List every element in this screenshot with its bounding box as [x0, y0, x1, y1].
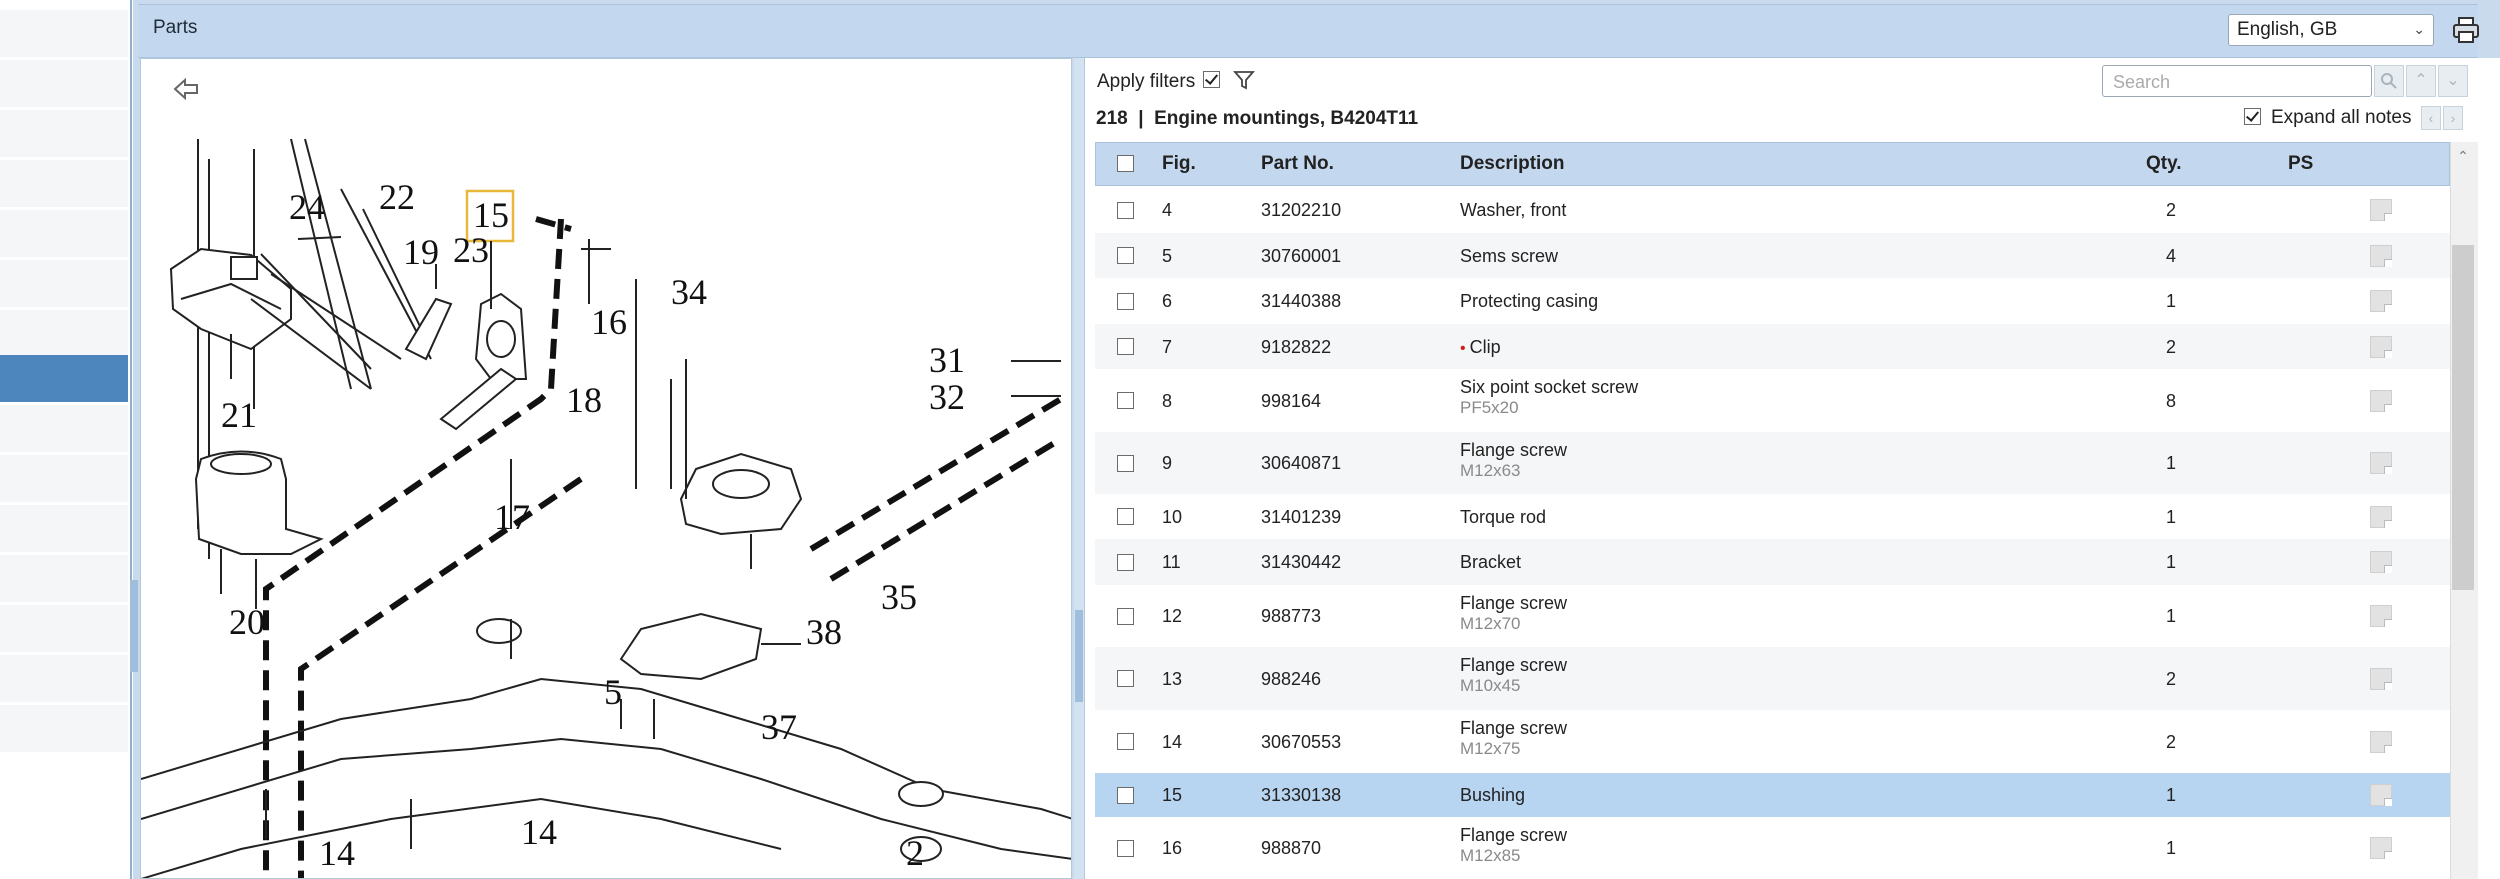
- note-icon[interactable]: [2370, 390, 2392, 412]
- qty-cell: 4: [2166, 246, 2177, 266]
- part-number-cell[interactable]: 31330138: [1261, 785, 1342, 805]
- callout-label[interactable]: 24: [289, 187, 325, 227]
- qty-cell: 8: [2166, 391, 2177, 411]
- chevron-down-icon[interactable]: ⌄: [2438, 65, 2468, 97]
- panel-title: Parts: [153, 17, 198, 38]
- note-icon[interactable]: [2370, 199, 2392, 221]
- note-icon[interactable]: [2370, 336, 2392, 358]
- fig-cell: 9: [1162, 453, 1173, 473]
- row-checkbox[interactable]: [1117, 293, 1134, 310]
- column-header-part-no[interactable]: Part No.: [1261, 153, 1334, 174]
- description-text: Six point socket screw: [1460, 377, 1639, 397]
- callout-label[interactable]: 22: [379, 177, 415, 217]
- part-number-cell[interactable]: 30760001: [1261, 246, 1342, 266]
- fig-cell: 8: [1162, 391, 1173, 411]
- note-icon[interactable]: [2370, 668, 2392, 690]
- scrollbar-thumb[interactable]: [2452, 245, 2474, 590]
- expand-notes-checkbox[interactable]: [2244, 108, 2261, 125]
- part-number-cell[interactable]: 30670553: [1261, 732, 1342, 752]
- nav-item[interactable]: [0, 555, 128, 604]
- back-arrow-icon[interactable]: [175, 80, 197, 98]
- part-number-cell[interactable]: 31401239: [1261, 507, 1342, 527]
- print-icon: [2450, 14, 2482, 46]
- nav-item[interactable]: [0, 655, 128, 704]
- pane-splitter-handle[interactable]: [1075, 610, 1083, 702]
- qty-cell: 2: [2166, 669, 2177, 689]
- description-cell: [1460, 552, 1521, 573]
- description-text: Sems screw: [1460, 246, 1559, 266]
- part-number-cell[interactable]: 30640871: [1261, 453, 1342, 473]
- nav-item[interactable]: [0, 605, 128, 654]
- expand-notes-label: Expand all notes: [2271, 107, 2412, 128]
- description-cell: [1460, 337, 1501, 358]
- nav-item-active[interactable]: [0, 355, 128, 404]
- description-cell: [1460, 718, 1567, 739]
- column-header-qty[interactable]: Qty.: [2146, 153, 2182, 174]
- description-detail: M12x63: [1460, 461, 1521, 480]
- nav-item[interactable]: [0, 260, 128, 309]
- row-checkbox[interactable]: [1117, 840, 1134, 857]
- column-header-ps[interactable]: PS: [2288, 153, 2314, 174]
- part-number-cell[interactable]: 988870: [1261, 838, 1322, 858]
- description-cell: [1460, 507, 1546, 528]
- description-text: Flange screw: [1460, 440, 1568, 460]
- description-text: Protecting casing: [1460, 291, 1599, 311]
- fig-cell: 7: [1162, 337, 1173, 357]
- description-cell: [1460, 655, 1567, 676]
- select-all-checkbox[interactable]: [1117, 155, 1134, 172]
- fig-cell: 13: [1162, 669, 1183, 689]
- callout-label[interactable]: 18: [566, 380, 602, 420]
- chevron-up-icon[interactable]: ⌃: [2406, 65, 2436, 97]
- left-nav: [0, 0, 130, 879]
- row-checkbox[interactable]: [1117, 392, 1134, 409]
- description-cell: [1460, 593, 1567, 614]
- part-number-cell[interactable]: 998164: [1261, 391, 1322, 411]
- column-header-description[interactable]: Description: [1460, 153, 1565, 174]
- description-text: Washer, front: [1460, 200, 1567, 220]
- part-number-cell[interactable]: 31440388: [1261, 291, 1342, 311]
- note-icon[interactable]: [2370, 551, 2392, 573]
- search-icon: [2380, 72, 2398, 90]
- qty-cell: 1: [2166, 552, 2177, 572]
- pane-splitter[interactable]: [1074, 58, 1084, 879]
- panel-header: [138, 4, 2478, 58]
- callout-label[interactable]: 35: [881, 577, 917, 617]
- parts-diagram[interactable]: [141, 59, 1072, 879]
- callout-label[interactable]: 32: [929, 377, 965, 417]
- row-checkbox[interactable]: [1117, 733, 1134, 750]
- callout-label[interactable]: 34: [671, 272, 707, 312]
- language-value: English, GB: [2237, 19, 2338, 40]
- row-checkbox[interactable]: [1117, 608, 1134, 625]
- nav-item[interactable]: [0, 705, 128, 754]
- description-cell: [1460, 785, 1525, 806]
- callout-label[interactable]: 16: [591, 302, 627, 342]
- callout-label[interactable]: 17: [494, 497, 530, 537]
- description-cell: [1460, 246, 1558, 267]
- callout-label[interactable]: 21: [221, 395, 257, 435]
- qty-cell: 2: [2166, 337, 2177, 357]
- qty-cell: 1: [2166, 453, 2177, 473]
- fig-cell: 12: [1162, 606, 1183, 626]
- nav-item[interactable]: [0, 60, 128, 109]
- filter-funnel-icon: [1233, 69, 1255, 91]
- qty-cell: 1: [2166, 838, 2177, 858]
- language-select[interactable]: [2228, 14, 2434, 46]
- description-detail: M12x75: [1460, 739, 1521, 758]
- row-checkbox[interactable]: [1117, 455, 1134, 472]
- fig-cell: 6: [1162, 291, 1173, 311]
- note-icon[interactable]: [2370, 731, 2392, 753]
- note-icon[interactable]: [2370, 784, 2392, 806]
- row-checkbox[interactable]: [1117, 670, 1134, 687]
- search-input[interactable]: Search: [2102, 65, 2372, 97]
- note-bullet-icon: •: [1460, 340, 1466, 357]
- fig-cell: 5: [1162, 246, 1173, 266]
- part-number-cell[interactable]: 988246: [1261, 669, 1322, 689]
- description-text: Flange screw: [1460, 655, 1568, 675]
- qty-cell: 2: [2166, 732, 2177, 752]
- column-header-fig[interactable]: Fig.: [1162, 153, 1196, 174]
- part-number-cell[interactable]: 31202210: [1261, 200, 1342, 220]
- description-cell: [1460, 291, 1598, 312]
- description-cell: [1460, 825, 1567, 846]
- nav-item[interactable]: [0, 160, 128, 209]
- row-checkbox[interactable]: [1117, 338, 1134, 355]
- part-number-cell[interactable]: 988773: [1261, 606, 1322, 626]
- description-text: Flange screw: [1460, 718, 1568, 738]
- apply-filters-checkbox[interactable]: [1203, 71, 1220, 88]
- description-cell: [1460, 200, 1566, 221]
- scroll-up-icon[interactable]: ⌃: [2457, 148, 2469, 164]
- nav-item[interactable]: [0, 405, 128, 454]
- description-detail: PF5x20: [1460, 398, 1519, 417]
- note-icon[interactable]: [2370, 290, 2392, 312]
- description-detail: M12x85: [1460, 846, 1521, 865]
- print-button[interactable]: [2450, 14, 2482, 46]
- apply-filters-label: Apply filters: [1097, 71, 1196, 92]
- note-icon[interactable]: [2370, 506, 2392, 528]
- callout-label[interactable]: 19: [403, 232, 439, 272]
- qty-cell: 1: [2166, 785, 2177, 805]
- description-text: Clip: [1469, 337, 1501, 357]
- note-icon[interactable]: [2370, 452, 2392, 474]
- row-checkbox[interactable]: [1117, 202, 1134, 219]
- callout-label[interactable]: 31: [929, 340, 965, 380]
- callout-label[interactable]: 14: [319, 833, 355, 873]
- fig-cell: 11: [1162, 552, 1181, 572]
- filter-button[interactable]: [1233, 69, 1255, 96]
- description-text: Flange screw: [1460, 825, 1568, 845]
- nav-item[interactable]: [0, 110, 128, 159]
- callout-label[interactable]: 14: [521, 812, 557, 852]
- nav-item[interactable]: [0, 10, 128, 59]
- qty-cell: 1: [2166, 606, 2177, 626]
- description-detail: M10x45: [1460, 676, 1521, 695]
- callout-label[interactable]: 5: [604, 672, 622, 712]
- note-icon[interactable]: [2370, 837, 2392, 859]
- qty-cell: 1: [2166, 507, 2177, 527]
- row-checkbox[interactable]: [1117, 554, 1134, 571]
- qty-cell: 1: [2166, 291, 2177, 311]
- note-icon[interactable]: [2370, 245, 2392, 267]
- description-cell: [1460, 377, 1638, 398]
- search-button[interactable]: [2374, 65, 2404, 97]
- part-number-cell[interactable]: 31430442: [1261, 552, 1342, 572]
- callout-label[interactable]: 20: [229, 602, 265, 642]
- row-checkbox[interactable]: [1117, 787, 1134, 804]
- nav-item[interactable]: [0, 210, 128, 259]
- description-detail: M12x70: [1460, 614, 1521, 633]
- fig-cell: 10: [1162, 507, 1183, 527]
- chevron-right-icon[interactable]: ›: [2443, 106, 2463, 130]
- fig-cell: 14: [1162, 732, 1183, 752]
- chevron-left-icon[interactable]: ‹: [2421, 106, 2441, 130]
- description-text: Torque rod: [1460, 507, 1547, 527]
- fig-cell: 4: [1162, 200, 1173, 220]
- fig-cell: 15: [1162, 785, 1183, 805]
- callout-label[interactable]: 38: [806, 612, 842, 652]
- callout-label-highlighted[interactable]: 15: [473, 195, 509, 235]
- row-checkbox[interactable]: [1117, 508, 1134, 525]
- description-cell: [1460, 440, 1567, 461]
- left-splitter-handle[interactable]: [130, 580, 138, 672]
- nav-item[interactable]: [0, 505, 128, 554]
- description-text: Bracket: [1460, 552, 1522, 572]
- nav-item[interactable]: [0, 455, 128, 504]
- row-checkbox[interactable]: [1117, 247, 1134, 264]
- part-number-cell[interactable]: 9182822: [1261, 337, 1332, 357]
- nav-border: [130, 0, 132, 879]
- chevron-down-icon: ⌄: [2413, 21, 2425, 37]
- nav-item[interactable]: [0, 310, 128, 359]
- description-text: Flange screw: [1460, 593, 1568, 613]
- exploded-diagram: [140, 58, 1072, 879]
- group-title: 218 | Engine mountings, B4204T11: [1096, 108, 1419, 129]
- callout-label[interactable]: 2: [906, 833, 924, 873]
- callout-label[interactable]: 37: [761, 707, 797, 747]
- description-text: Bushing: [1460, 785, 1526, 805]
- fig-cell: 16: [1162, 838, 1183, 858]
- callout-label[interactable]: 23: [453, 230, 489, 270]
- qty-cell: 2: [2166, 200, 2177, 220]
- note-icon[interactable]: [2370, 605, 2392, 627]
